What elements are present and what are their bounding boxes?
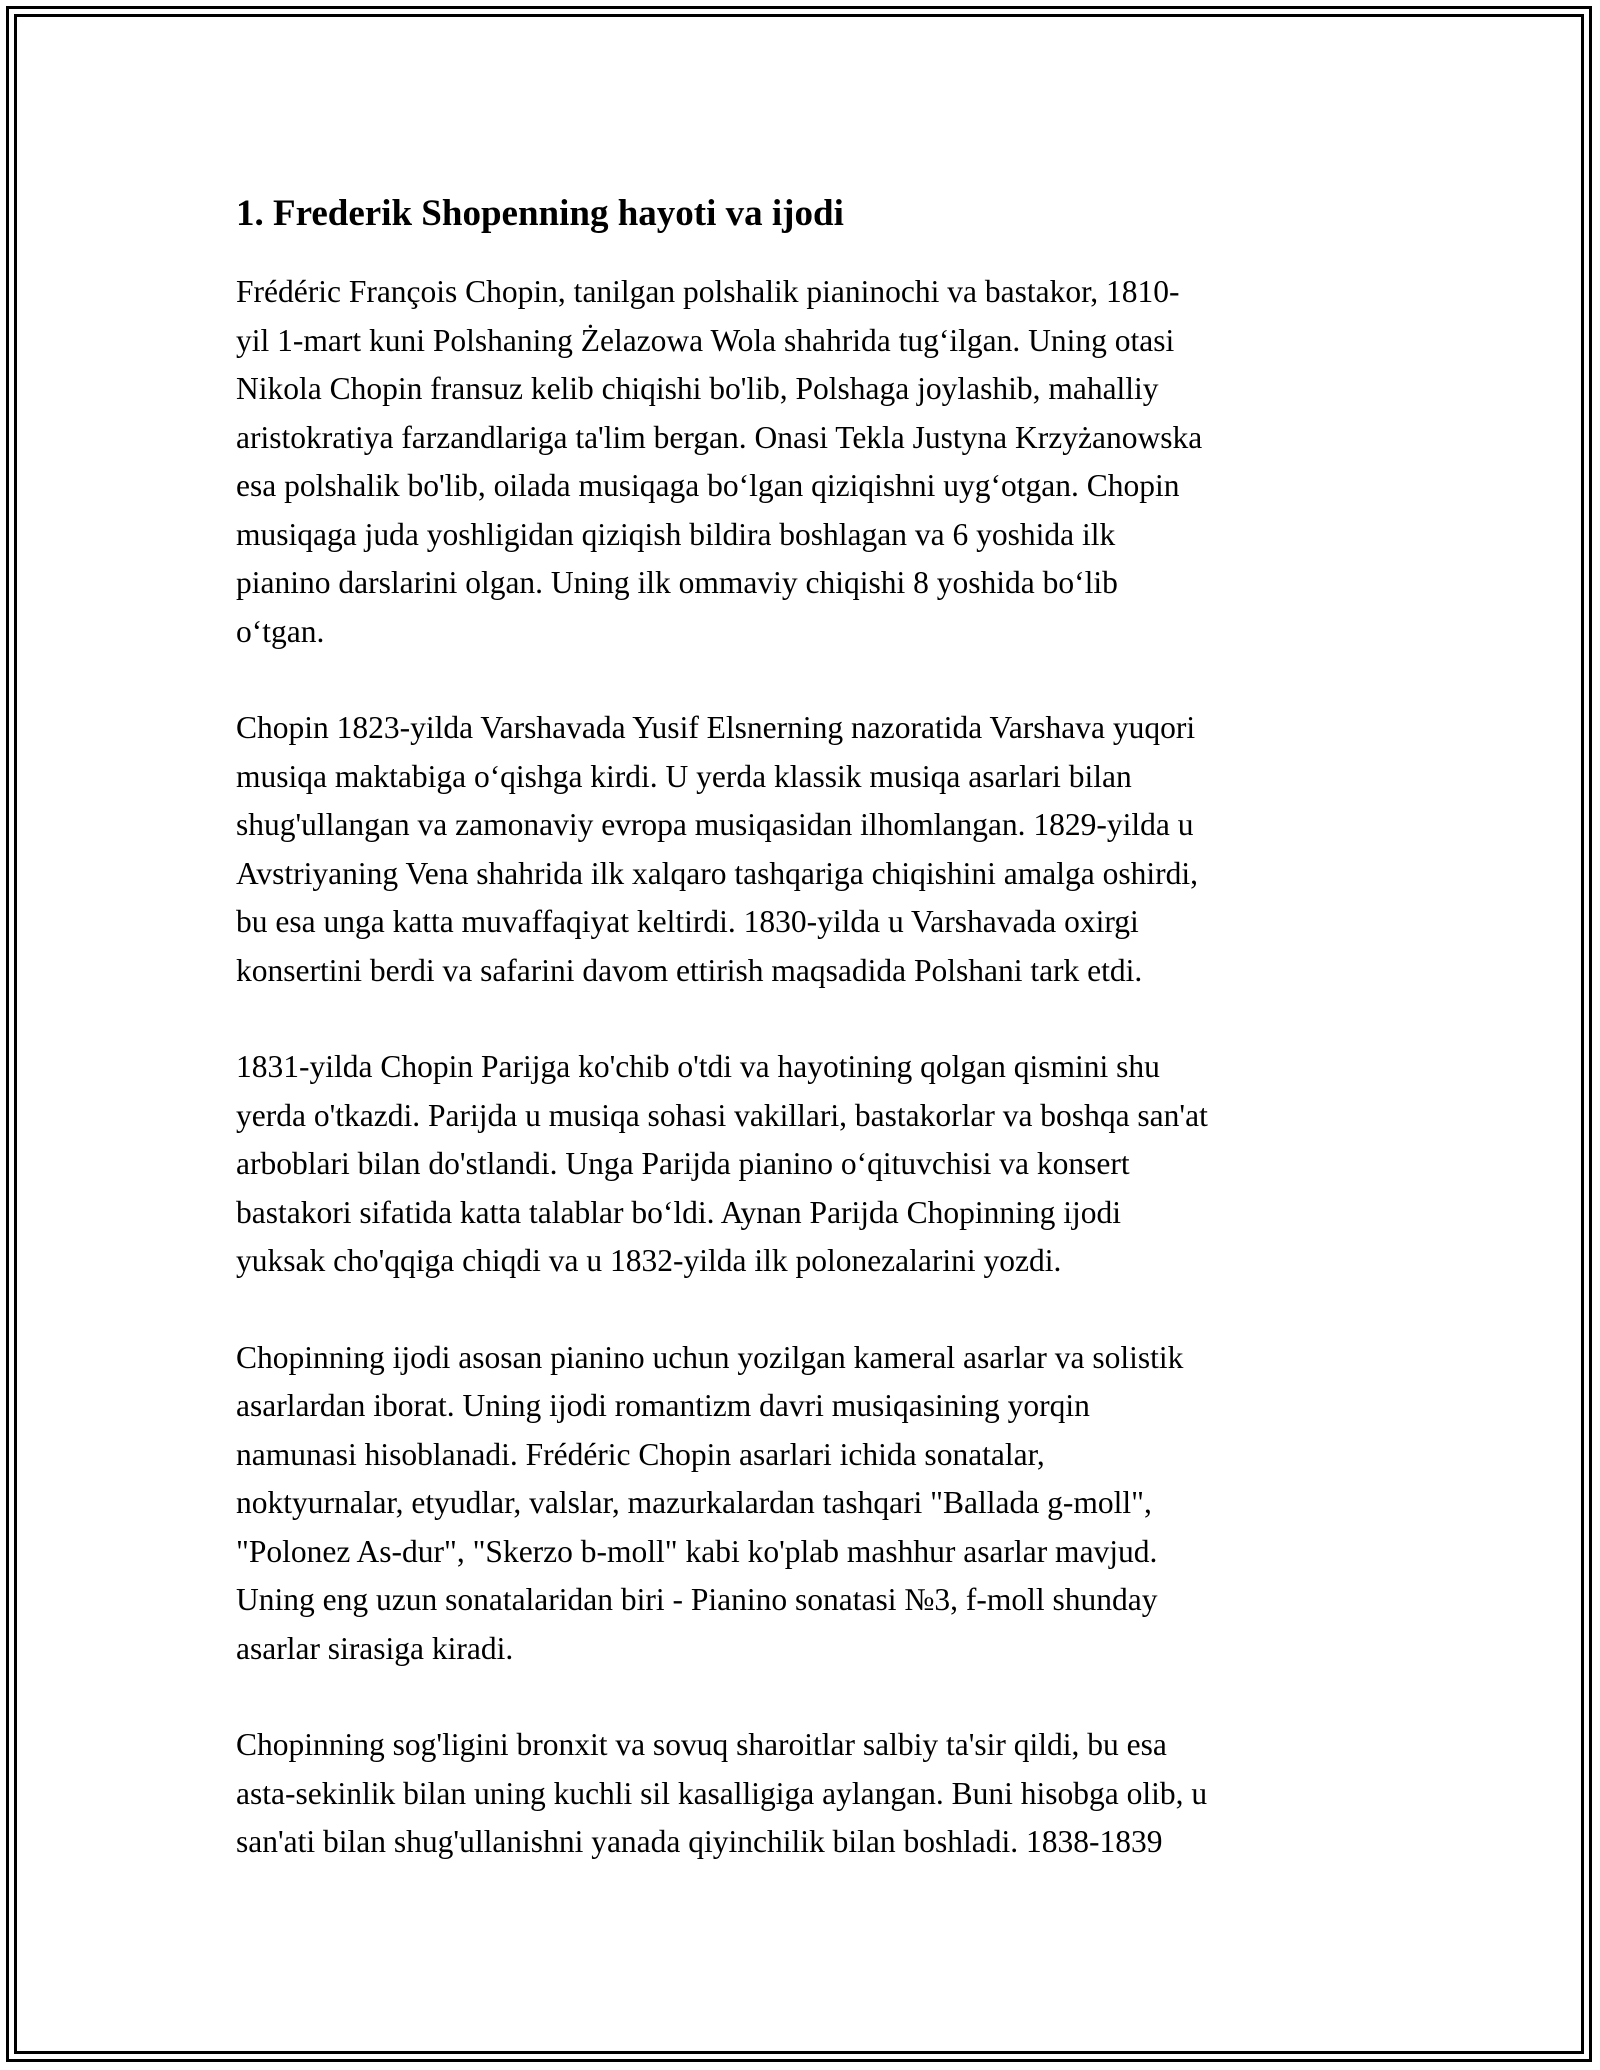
paragraph-3: 1831-yilda Chopin Parijga ko'chib o'tdi va hayotining qolgan qismini shu yerda o'tkazdi. Parijda u musiqa sohasi vakillari, bastakorlar va boshqa san'at arboblari bilan do'stlandi. Unga Parijda pianino oʻqituvchisi va konsert bastakori sifatida katta talablar boʻldi. Aynan Parijda Chopinning ijodi yuksak cho'qqiga chiqdi va u 1832-yilda ilk polonezalarini yozdi. — [236, 1049, 1208, 1278]
paragraph-5: Chopinning sog'ligini bronxit va sovuq sharoitlar salbiy ta'sir qildi, bu esa asta-sekinlik bilan uning kuchli sil kasalligiga aylangan. Buni hisobga olib, u san'ati bilan shug'ullanishni yanada qiyinchilik bilan boshladi. 1838-1839 — [236, 1727, 1208, 1859]
paragraph-2: Chopin 1823-yilda Varshavada Yusif Elsnerning nazoratida Varshava yuqori musiqa maktabiga oʻqishga kirdi. U yerda klassik musiqa asarlari bilan shug'ullangan va zamonaviy evropa musiqasidan ilhomlangan. 1829-yilda u Avstriyaning Vena shahrida ilk xalqaro tashqariga chiqishini amalga oshirdi, bu esa unga katta muvaffaqiyat keltirdi. 1830-yilda u Varshavada oxirgi konsertini berdi va safarini davom ettirish maqsadida Polshani tark etdi. — [236, 710, 1198, 988]
paragraph-4: Chopinning ijodi asosan pianino uchun yozilgan kameral asarlar va solistik asarlardan iborat. Uning ijodi romantizm davri musiqasining yorqin namunasi hisoblanadi. Frédéric Chopin asarlari ichida sonatalar, noktyurnalar, etyudlar, valslar, mazurkalardan tashqari "Ballada g-moll", "Polonez As-dur", "Skerzo b-moll" kabi ko'plab mashhur asarlar mavjud. Uning eng uzun sonatalaridan biri - Pianino sonatasi №3, f-moll shunday asarlar sirasiga kiradi. — [236, 1339, 1184, 1666]
paragraph-1: Frédéric François Chopin, tanilgan polshalik pianinochi va bastakor, 1810- yil 1-mart kuni Polshaning Żelazowa Wola shahrida tugʻilgan. Uning otasi Nikola Chopin fransuz kelib chiqishi bo'lib, Polshaga joylashib, mahalliy aristokratiya farzandlariga ta'lim bergan. Onasi Tekla Justyna Krzyżanowska esa polshalik bo'lib, oilada musiqaga boʻlgan qiziqishni uygʻotgan. Chopin musiqaga juda yoshligidan qiziqish bildira boshlagan va 6 yoshida ilk pianino darslarini olgan. Uning ilk ommaviy chiqishi 8 yoshida boʻlib oʻtgan. — [236, 274, 1203, 649]
document-title: 1. Frederik Shopenning hayoti va ijodi — [236, 193, 844, 234]
document-body — [236, 180, 1376, 1915]
